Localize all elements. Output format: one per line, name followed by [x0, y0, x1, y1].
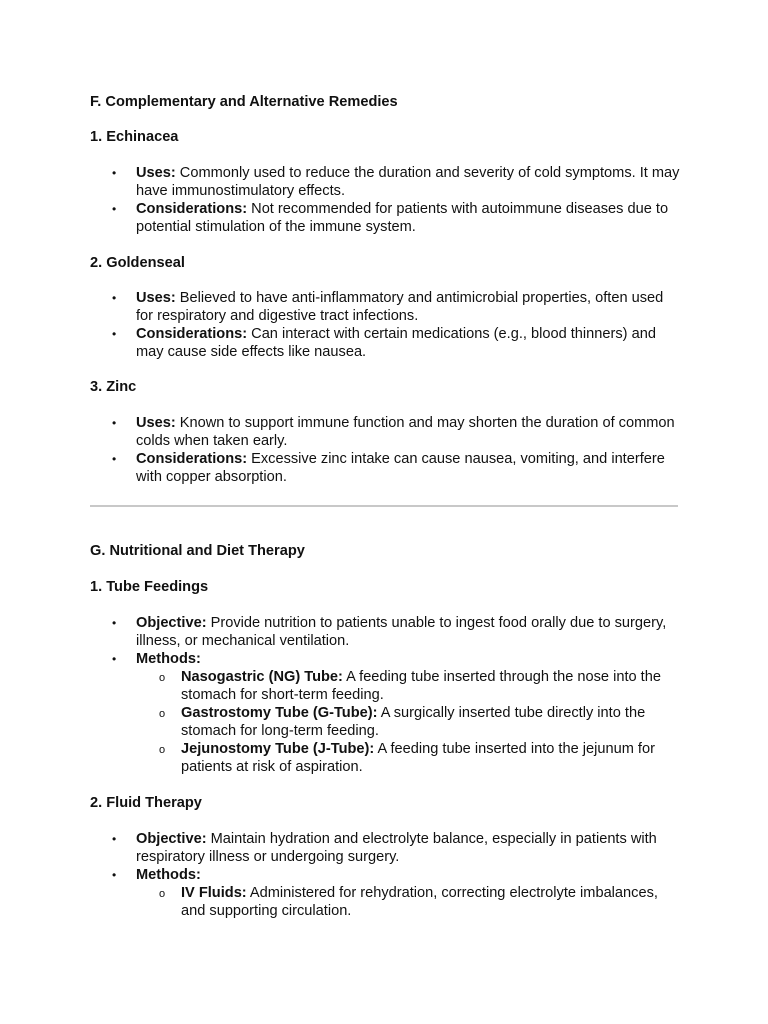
tube-feedings-heading: 1. Tube Feedings	[90, 579, 209, 595]
tube-methods-list	[136, 668, 682, 776]
section-f-heading: F. Complementary and Alternative Remedies	[90, 94, 398, 110]
document-content	[90, 93, 682, 920]
method-text: A surgically inserted tube directly into the stomach for long-term feeding.	[181, 705, 646, 739]
list-item	[90, 164, 682, 200]
uses-text: Commonly used to reduce the duration and severity of cold symptoms. It may have immunostimulatory effects.	[136, 165, 680, 199]
objective-label: Objective:	[136, 831, 207, 847]
method-label: Nasogastric (NG) Tube:	[181, 669, 343, 685]
fluid-therapy-list	[90, 830, 682, 920]
method-label: Gastrostomy Tube (G-Tube):	[181, 705, 378, 721]
considerations-text: Can interact with certain medications (e.g., blood thinners) and may cause side effects like nausea.	[136, 326, 656, 360]
zinc-heading: 3. Zinc	[90, 379, 137, 395]
methods-label: Methods:	[136, 867, 201, 883]
uses-text: Known to support immune function and may shorten the duration of common colds when taken early.	[136, 415, 675, 449]
uses-label: Uses:	[136, 165, 176, 181]
list-item	[90, 650, 682, 776]
considerations-label: Considerations:	[136, 201, 248, 217]
goldenseal-heading: 2. Goldenseal	[90, 255, 185, 271]
list-item	[90, 414, 682, 450]
goldenseal-list	[90, 289, 682, 361]
list-item	[90, 614, 682, 650]
uses-label: Uses:	[136, 415, 176, 431]
zinc-list	[90, 414, 682, 486]
method-label: IV Fluids:	[181, 885, 247, 901]
fluid-methods-list	[136, 884, 682, 920]
sub-list-item	[136, 884, 682, 920]
fluid-therapy-heading: 2. Fluid Therapy	[90, 795, 202, 811]
list-item	[90, 830, 682, 866]
method-text: A feeding tube inserted through the nose into the stomach for short-term feeding.	[181, 669, 661, 703]
tube-feedings-list	[90, 614, 682, 776]
echinacea-list	[90, 164, 682, 236]
method-text: A feeding tube inserted into the jejunum for patients at risk of aspiration.	[181, 741, 655, 775]
list-item	[90, 325, 682, 361]
sub-list-item	[136, 740, 682, 776]
uses-text: Believed to have anti-inflammatory and antimicrobial properties, often used for respiratory and digestive tract infections.	[136, 290, 664, 324]
list-item	[90, 289, 682, 325]
objective-text: Provide nutrition to patients unable to ingest food orally due to surgery, illness, or mechanical ventilation.	[136, 615, 667, 649]
echinacea-heading: 1. Echinacea	[90, 129, 179, 145]
objective-label: Objective:	[136, 615, 207, 631]
sub-list-item	[136, 704, 682, 740]
considerations-label: Considerations:	[136, 451, 248, 467]
considerations-text: Excessive zinc intake can cause nausea, vomiting, and interfere with copper absorption.	[136, 451, 665, 485]
section-g-heading: G. Nutritional and Diet Therapy	[90, 543, 305, 559]
list-item	[90, 200, 682, 236]
considerations-label: Considerations:	[136, 326, 248, 342]
uses-label: Uses:	[136, 290, 176, 306]
list-item	[90, 450, 682, 486]
list-item	[90, 866, 682, 920]
methods-label: Methods:	[136, 651, 201, 667]
objective-text: Maintain hydration and electrolyte balance, especially in patients with respiratory illness or undergoing surgery.	[136, 831, 657, 865]
method-text: Administered for rehydration, correcting electrolyte imbalances, and supporting circulation.	[181, 885, 658, 919]
method-label: Jejunostomy Tube (J-Tube):	[181, 741, 375, 757]
sub-list-item	[136, 668, 682, 704]
considerations-text: Not recommended for patients with autoimmune diseases due to potential stimulation of the immune system.	[136, 201, 669, 235]
